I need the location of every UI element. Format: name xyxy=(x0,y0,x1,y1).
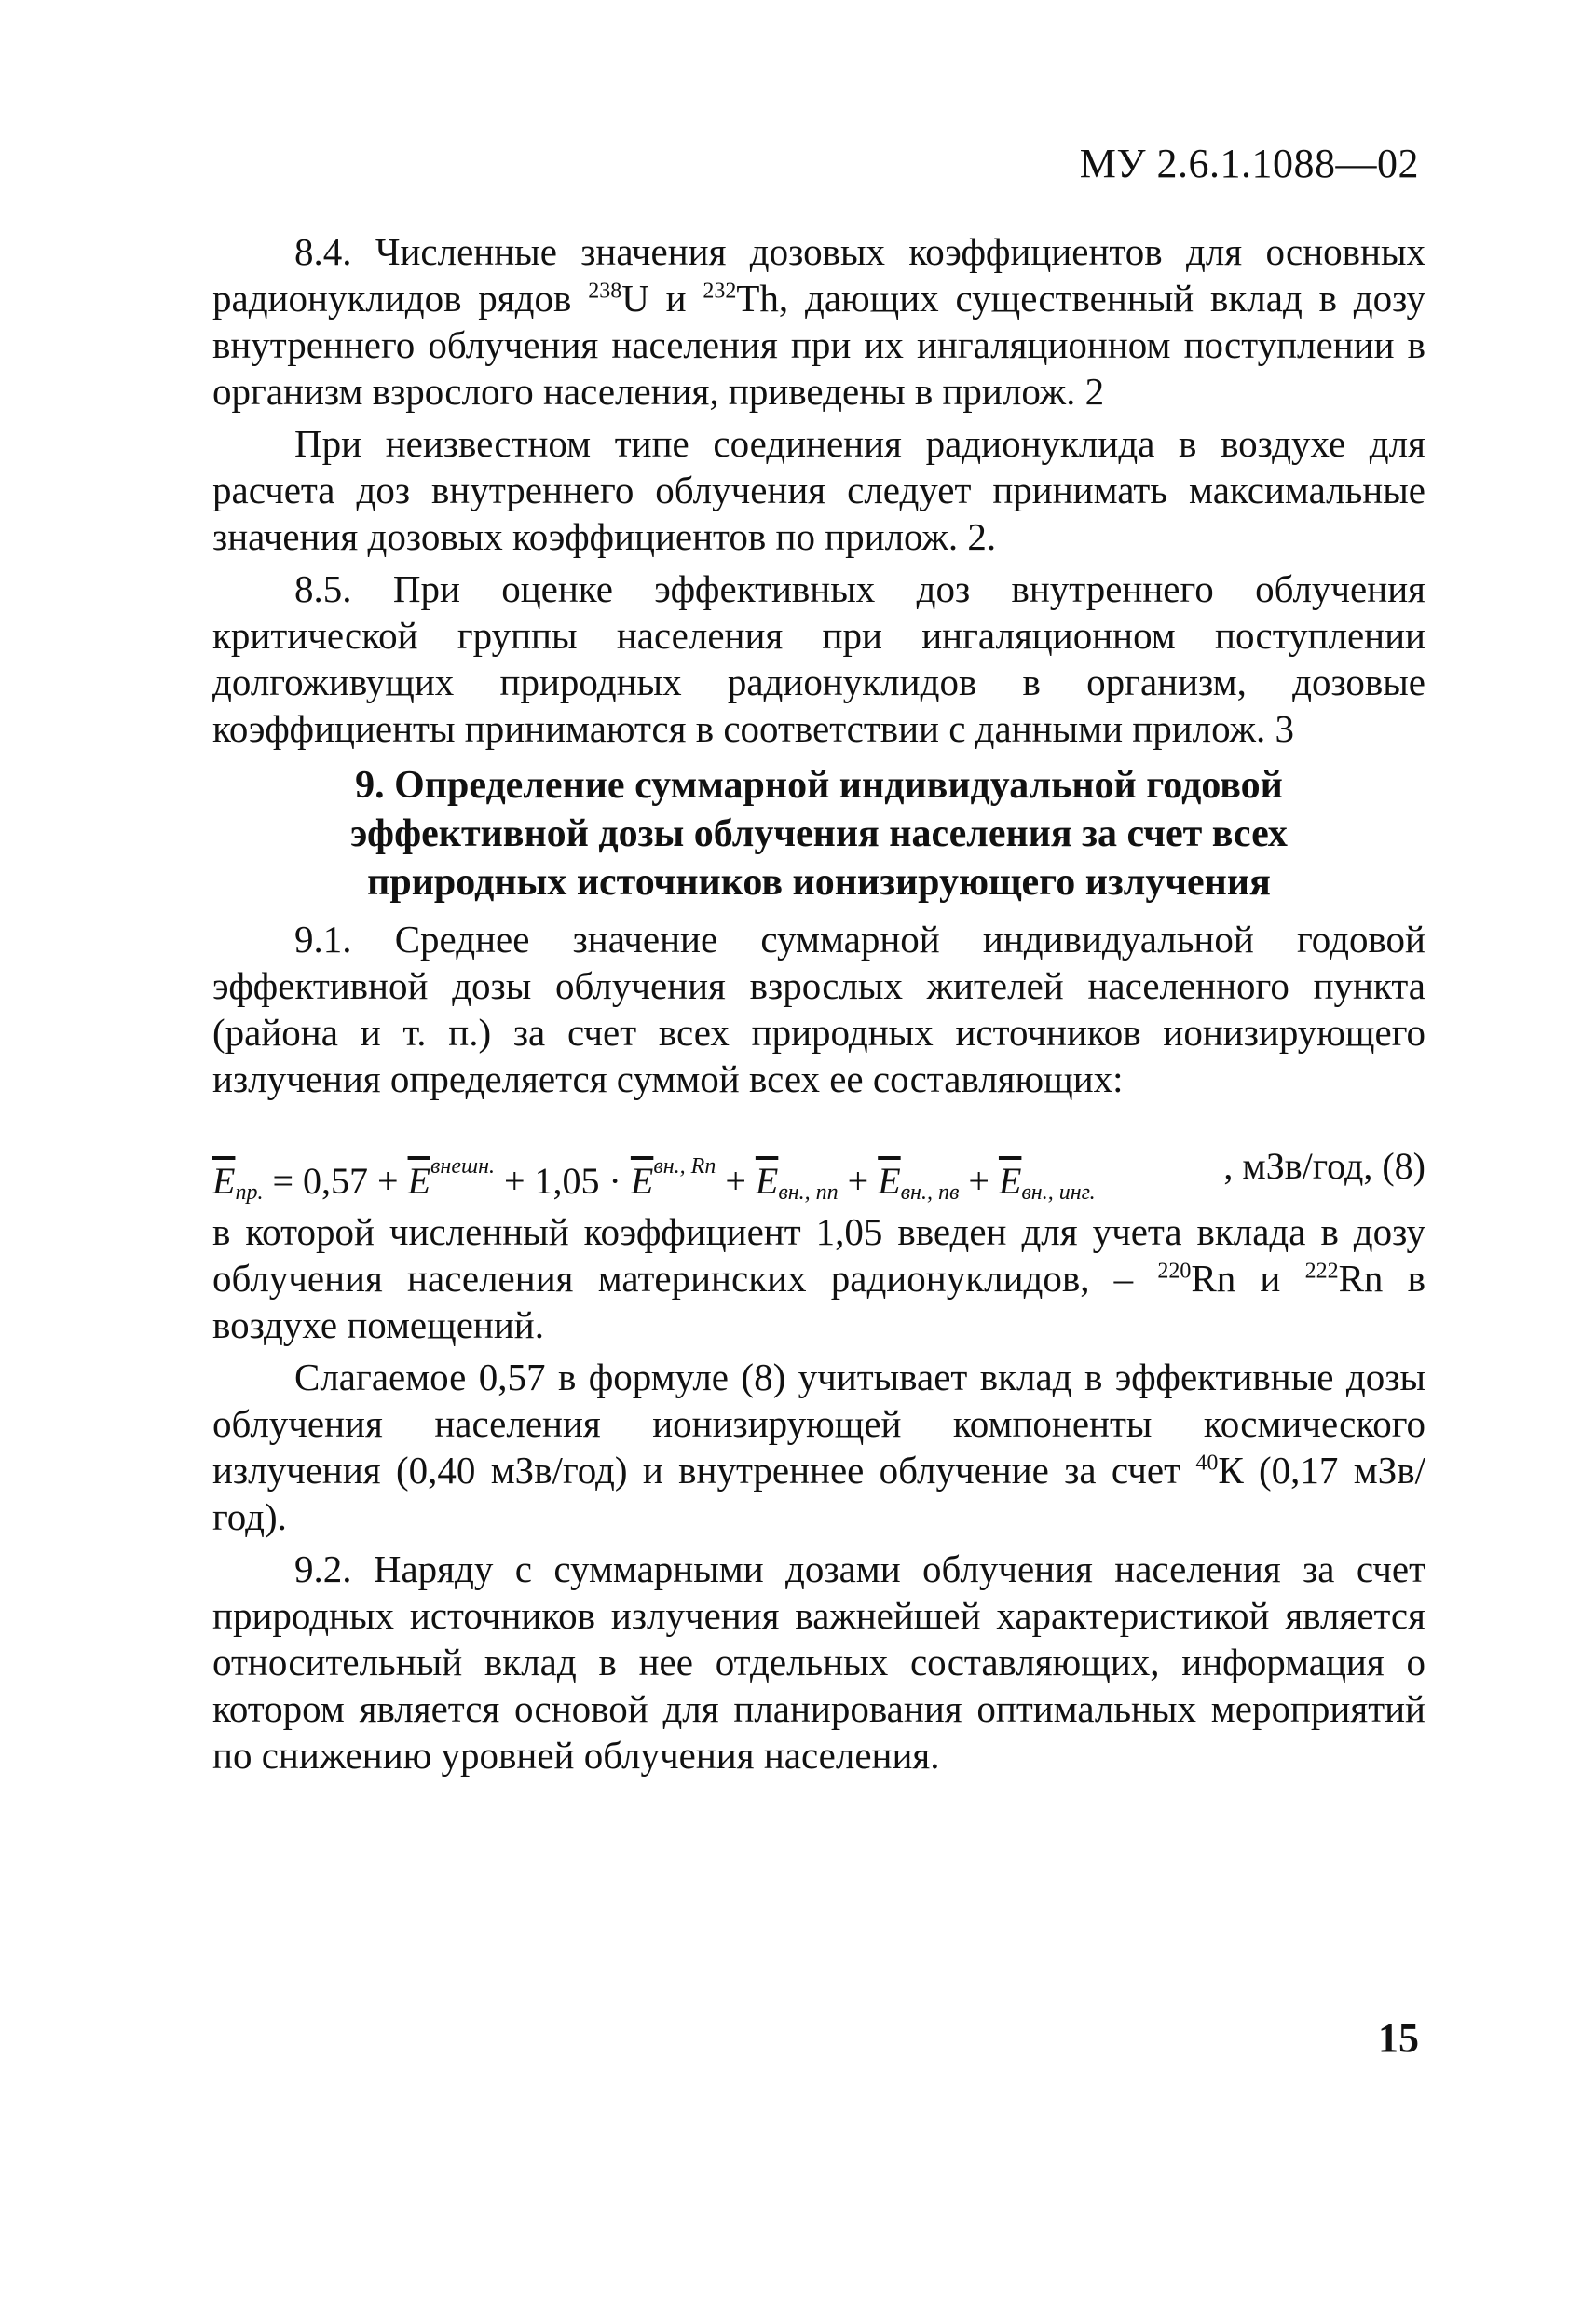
paragraph-8-4 xyxy=(212,228,1425,415)
page-content xyxy=(212,228,1425,1784)
formula-8 xyxy=(212,1108,1425,1205)
text-run: U и xyxy=(621,277,703,320)
formula-subscript: пр. xyxy=(235,1180,264,1205)
formula-symbol: $\overline{E}$ xyxy=(212,1160,236,1202)
superscript: 232 xyxy=(703,279,737,304)
formula-subscript: вн., пп xyxy=(778,1180,839,1205)
text-run: в которой численный коэффициент 1,05 введен для учета вклада в дозу облучения населения материнских радионуклидов, – xyxy=(212,1210,1425,1300)
section-9-heading xyxy=(212,761,1425,906)
formula-operator: + xyxy=(838,1160,879,1202)
text-run: Rn и xyxy=(1191,1257,1305,1300)
text-run: Th, дающих существенный вклад в дозу внутреннего облучения населения при их ингаляционном поступлении в организм взрослого населения, приведены в прилож. 2 xyxy=(212,277,1425,413)
paragraph-9-1: 9.1. Среднее значение суммарной индивидуальной годовой эффективной дозы облучения взрослых жителей населенного пункта (района и т. п.) за счет всех природных источников ионизирующего излучения определяется суммой всех ее составляющих: xyxy=(212,918,1425,1100)
formula-operator: + xyxy=(959,1160,999,1202)
formula-operator: + 1,05 · xyxy=(495,1160,631,1202)
paragraph-8-5: 8.5. При оценке эффективных доз внутреннего облучения критической группы населения при ингаляционном поступлении долгоживущих природных радионуклидов в организм, дозовые коэффициенты принимаются в соответствии с данными прилож. 3 xyxy=(212,567,1425,750)
text-run: 8.4. Численные значения дозовых коэффициентов для основных радионуклидов рядов xyxy=(212,230,1425,320)
formula-symbol: $\overline{E}$ xyxy=(878,1160,901,1202)
document-code: МУ 2.6.1.1088—02 xyxy=(1079,141,1419,186)
page-number: 15 xyxy=(1378,2015,1419,2061)
paragraph-9-1-term xyxy=(212,1354,1425,1540)
formula-operator: + xyxy=(716,1160,756,1202)
heading-line: эффективной дозы облучения населения за счет всех xyxy=(350,812,1288,855)
heading-line: 9. Определение суммарной индивидуальной годовой xyxy=(355,764,1283,807)
text-run: Слагаемое 0,57 в формуле (8) учитывает вклад в эффективные дозы облучения населения ионизирующей компоненты космического излучения (0,40 мЗв/год) и внутреннее облучение за счет xyxy=(212,1356,1425,1492)
formula-subscript: вн., пв xyxy=(900,1180,960,1205)
heading-line: природных источников ионизирующего излучения xyxy=(367,861,1271,904)
paragraph-8-4-continued: При неизвестном типе соединения радионуклида в воздухе для расчета доз внутреннего облучения следует принимать максимальные значения дозовых коэффициентов по прилож. 2. xyxy=(212,422,1425,558)
superscript: 40 xyxy=(1195,1451,1219,1476)
formula-symbol: $\overline{E}$ xyxy=(755,1160,779,1202)
formula-superscript: внешн. xyxy=(430,1154,495,1179)
formula-unit-and-number: , мЗв/год, (8) xyxy=(1223,1145,1425,1187)
formula-symbol: $\overline{E}$ xyxy=(407,1160,430,1202)
formula-subscript: вн., инг. xyxy=(1021,1180,1096,1205)
text-run: Rn в воздухе помещений. xyxy=(212,1257,1425,1346)
formula-operator: = 0,57 + xyxy=(263,1160,408,1202)
paragraph-9-2: 9.2. Наряду с суммарными дозами облучения населения за счет природных источников излучения важнейшей характеристикой является относительный вклад в нее отдельных составляющих, информация о котором является основой для планирования оптимальных мероприятий по снижению уровней облучения населения. xyxy=(212,1547,1425,1777)
superscript: 238 xyxy=(588,279,622,304)
formula-superscript: вн., Rn xyxy=(653,1154,716,1179)
text-run: К (0,17 мЗв/год). xyxy=(212,1449,1425,1538)
formula-symbol: $\overline{E}$ xyxy=(998,1160,1022,1202)
paragraph-9-1-explanation xyxy=(212,1208,1425,1348)
formula-symbol: $\overline{E}$ xyxy=(630,1160,654,1202)
superscript: 220 xyxy=(1157,1259,1192,1284)
superscript: 222 xyxy=(1304,1259,1339,1284)
formula-body xyxy=(212,1143,1096,1216)
